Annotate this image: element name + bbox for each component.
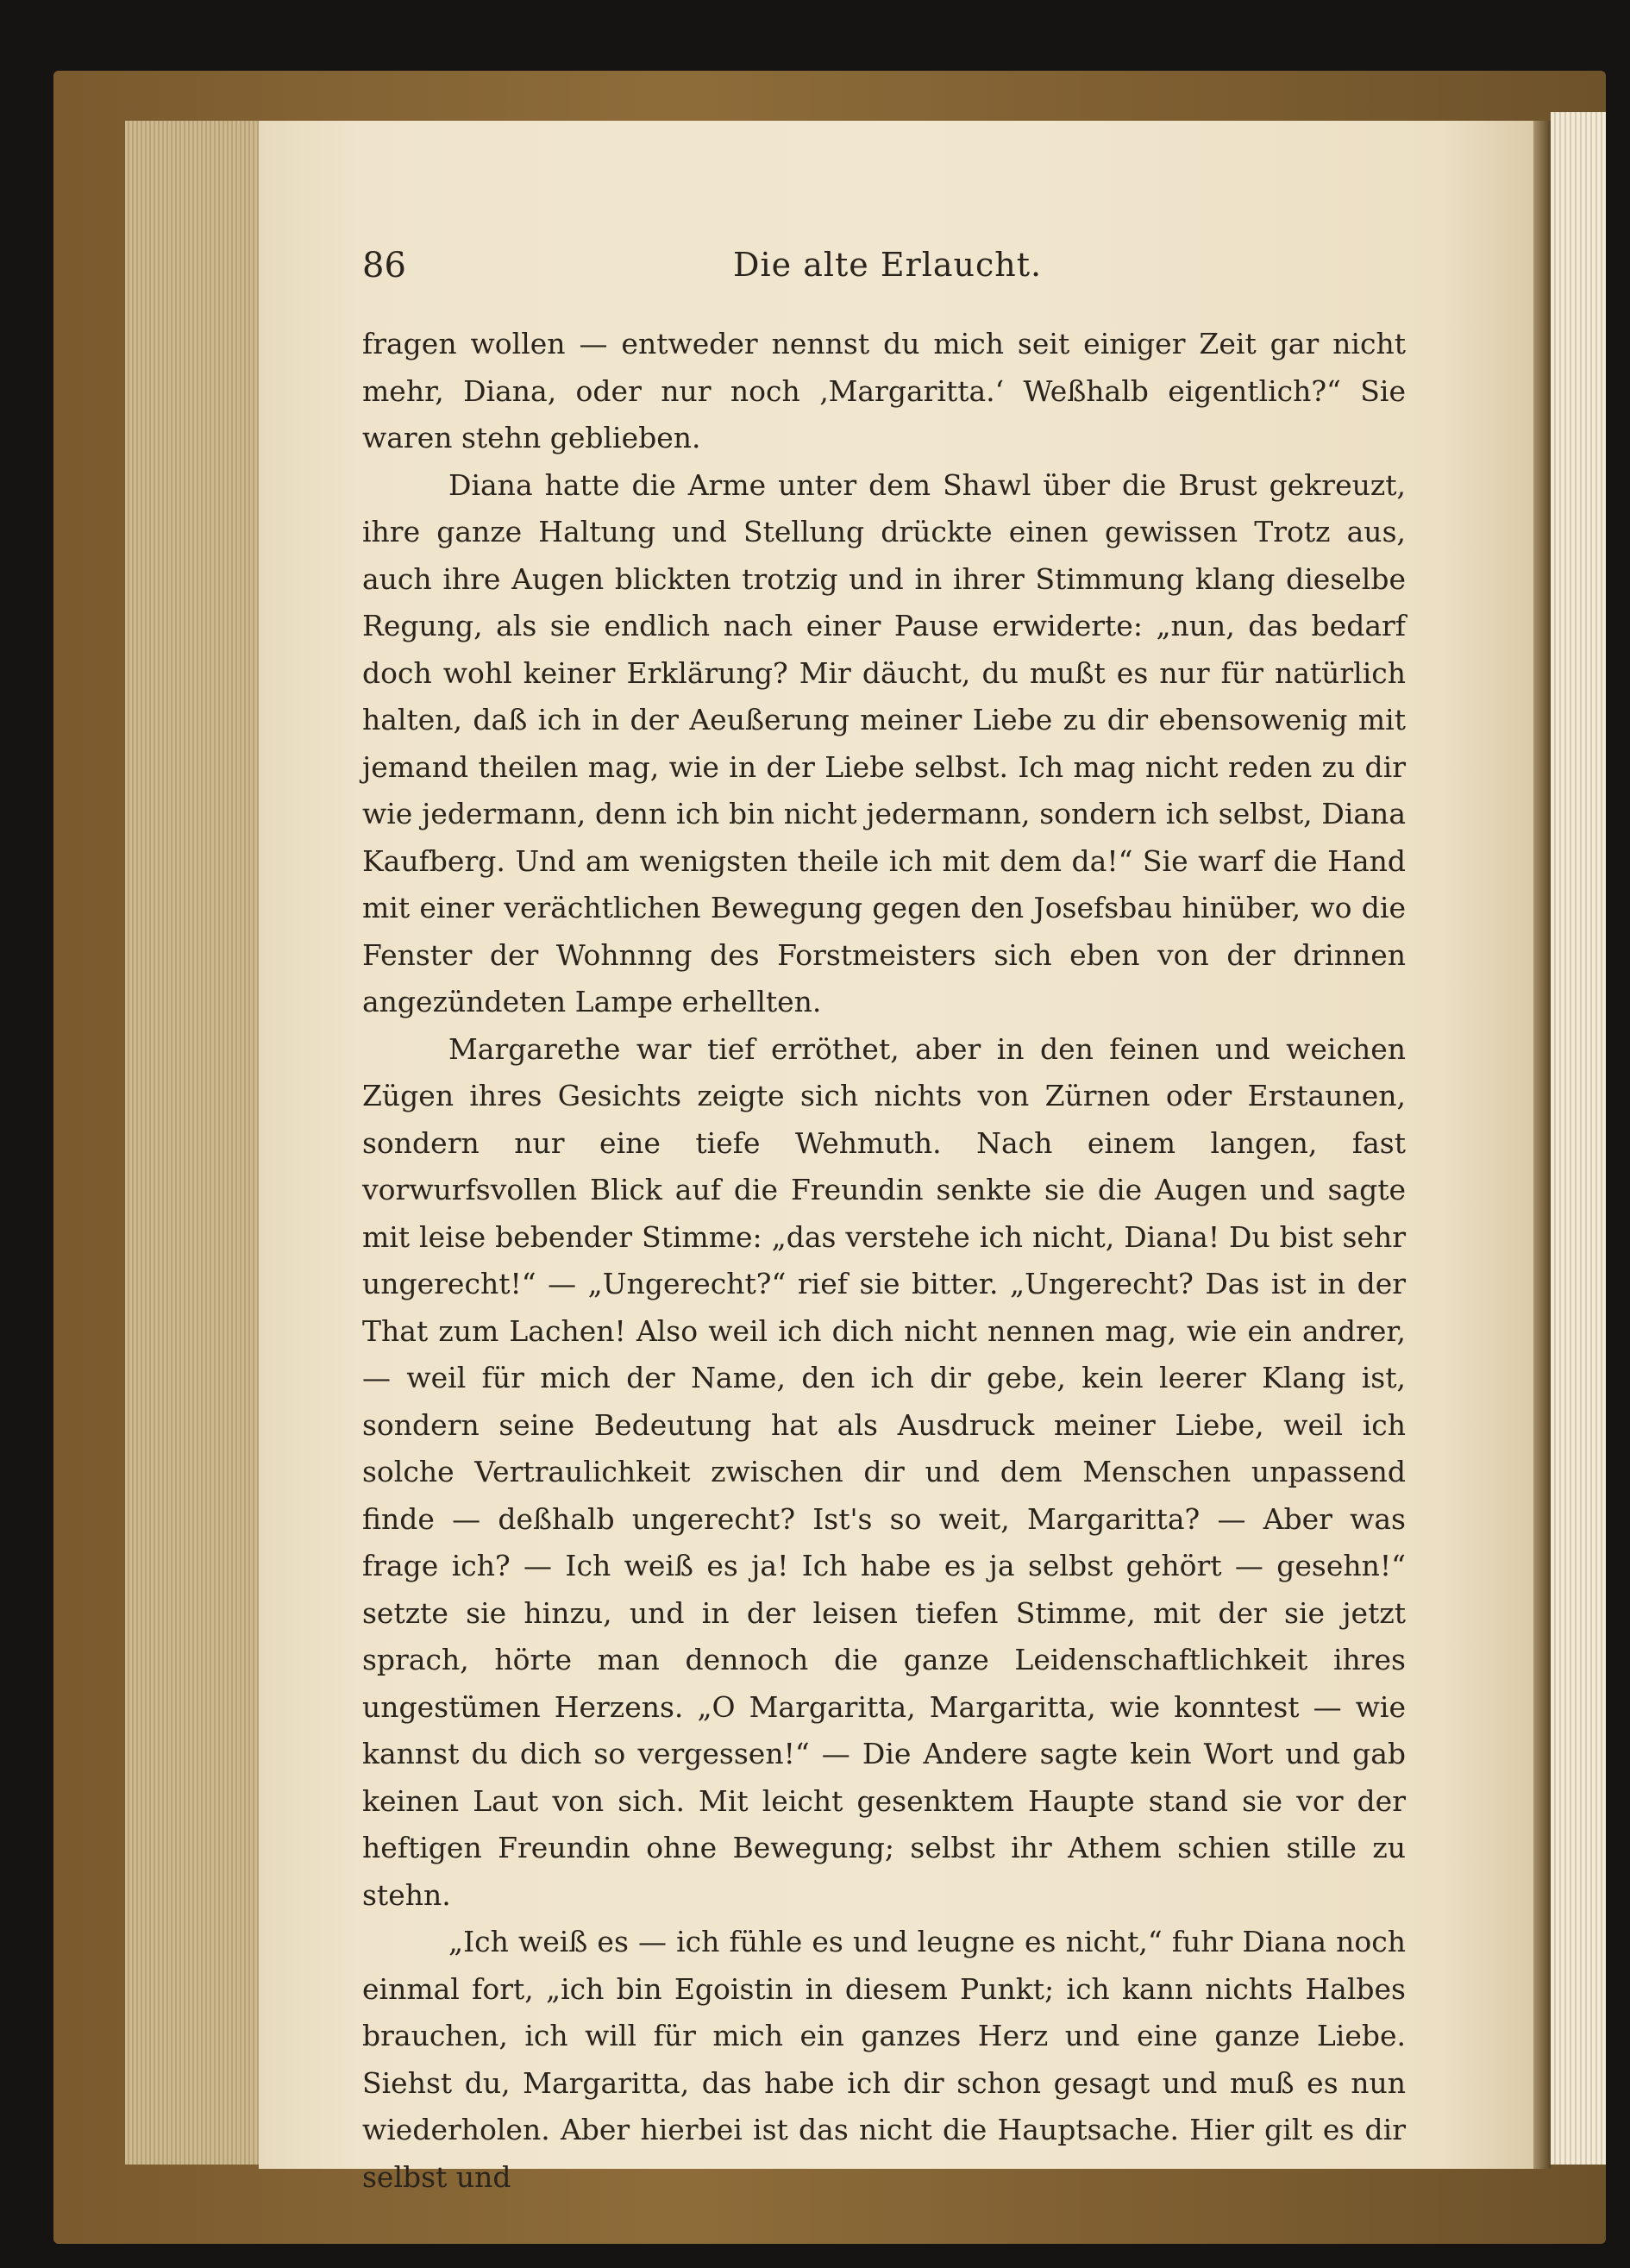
paragraph: „Ich weiß es — ich fühle es und leugne es nicht,“ fuhr Diana noch einmal fort, „ich bin Egoistin in diesem Punkt; ich kann nichts Halbes brauchen, ich will für mich ein ganzes Herz und eine ganze Liebe. Siehst du, Margaritta, das habe ich dir schon gesagt und muß es nun wiederholen. Aber hierbei ist das nicht die Hauptsache. Hier gilt es dir selbst und bbox=[362, 1925, 1406, 2194]
page-number: 86 bbox=[362, 246, 406, 285]
facing-page-edge bbox=[1551, 112, 1606, 2165]
running-title: Die alte Erlaucht. bbox=[733, 246, 1043, 284]
paragraph: fragen wollen — entweder nennst du mich seit einiger Zeit gar nicht mehr, Diana, oder nur noch ‚Margaritta.‘ Weßhalb eigentlich?“ Sie waren stehn geblieben. bbox=[362, 327, 1406, 454]
book-gutter bbox=[1533, 121, 1551, 2169]
paragraph: Diana hatte die Arme unter dem Shawl über die Brust gekreuzt, ihre ganze Haltung und Stellung drückte einen gewissen Trotz aus, auch ihre Augen blickten trotzig und in ihrer Stimmung klang dieselbe Regung, als sie endlich nach einer Pause erwiderte: „nun, das bedarf doch wohl keiner Erklärung? Mir däucht, du mußt es nur für natürlich halten, daß ich in der Aeußerung meiner Liebe zu dir ebensowenig mit jemand theilen mag, wie in der Liebe selbst. Ich mag nicht reden zu dir wie jedermann, denn ich bin nicht jedermann, sondern ich selbst, Diana Kaufberg. Und am wenigsten theile ich mit dem da!“ Sie warf die Hand mit einer verächtlichen Bewegung gegen den Josefsbau hinüber, wo die Fenster der Wohnnng des Forstmeisters sich eben von der drinnen angezündeten Lampe erhellten. bbox=[362, 467, 1406, 1018]
page-header bbox=[362, 246, 1397, 298]
body-text bbox=[362, 321, 1406, 2201]
paragraph: Margarethe war tief erröthet, aber in den feinen und weichen Zügen ihres Gesichts zeigte sich nichts von Zürnen oder Erstaunen, sondern nur eine tiefe Wehmuth. Nach einem langen, fast vorwurfsvollen Blick auf die Freundin senkte sie die Augen und sagte mit leise bebender Stimme: „das verstehe ich nicht, Diana! Du bist sehr ungerecht!“ — „Ungerecht?“ rief sie bitter. „Ungerecht? Das ist in der That zum Lachen! Also weil ich dich nicht nennen mag, wie ein andrer, — weil für mich der Name, den ich dir gebe, kein leerer Klang ist, sondern seine Bedeutung hat als Ausdruck meiner Liebe, weil ich solche Vertraulichkeit zwischen dir und dem Menschen unpassend finde — deßhalb ungerecht? Ist's so weit, Margaritta? — Aber was frage ich? — Ich weiß es ja! Ich habe es ja selbst gehört — gesehn!“ setzte sie hinzu, und in der leisen tiefen Stimme, mit der sie jetzt sprach, hörte man dennoch die ganze Leidenschaftlichkeit ihres ungestümen Herzens. „O Margaritta, Margaritta, wie konntest — wie kannst du dich so vergessen!“ — Die Andere sagte kein Wort und gab keinen Laut von sich. Mit leicht gesenktem Haupte stand sie vor der heftigen Freundin ohne Bewegung; selbst ihr Athem schien stille zu stehn. bbox=[362, 1031, 1406, 1912]
page-edges bbox=[125, 121, 267, 2165]
